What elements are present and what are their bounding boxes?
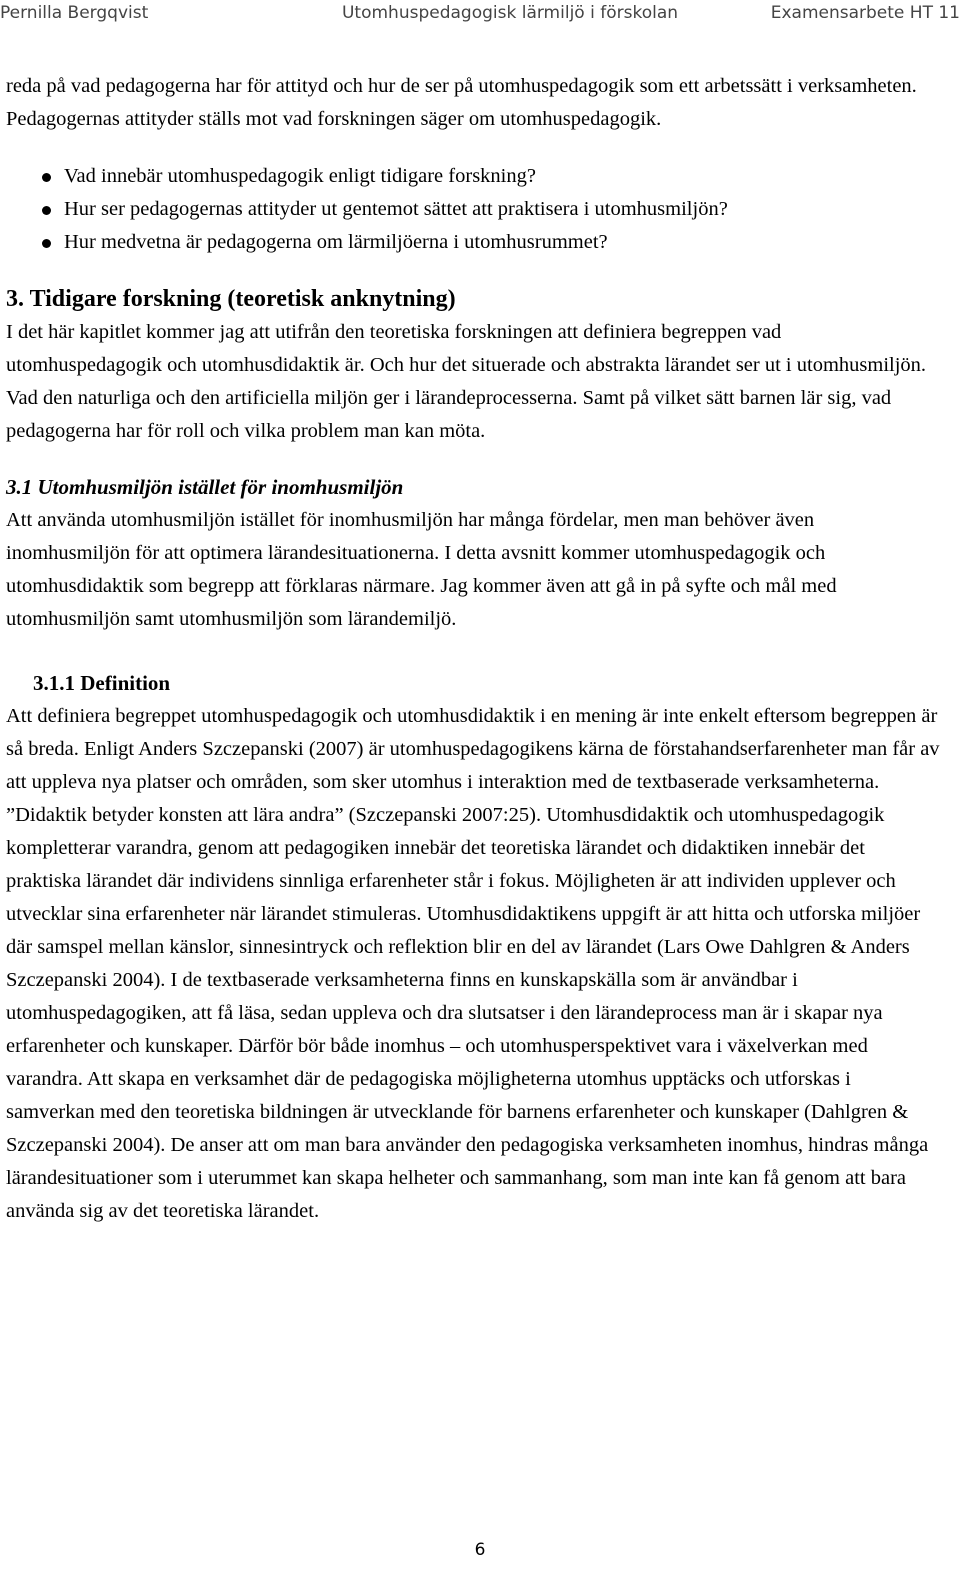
document-body bbox=[6, 70, 941, 1228]
section-3-1-paragraph: Att använda utomhusmiljön istället för inomhusmiljön har många fördelar, men man behöver även inomhusmiljön för att optimera lärandesituationerna. I detta avsnitt kommer utomhuspedagogik och utomhusdidaktik som begrepp att förklaras närmare. Jag kommer även att gå in på syfte och mål med utomhusmiljön samt utomhusmiljön som lärandemiljö. bbox=[6, 509, 837, 630]
header-course: Examensarbete HT 11 bbox=[770, 3, 960, 23]
bullet-icon bbox=[42, 239, 51, 248]
section-3-1-heading: 3.1 Utomhusmiljön istället för inomhusmiljön bbox=[6, 475, 404, 499]
research-questions-list bbox=[6, 160, 941, 259]
list-item bbox=[42, 193, 941, 226]
section-3-heading: 3. Tidigare forskning (teoretisk anknytning) bbox=[6, 286, 456, 312]
question-text: Hur medvetna är pedagogerna om lärmiljöerna i utomhusrummet? bbox=[64, 231, 608, 253]
question-text: Vad innebär utomhuspedagogik enligt tidigare forskning? bbox=[64, 165, 536, 187]
bullet-icon bbox=[42, 206, 51, 215]
question-text: Hur ser pedagogernas attityder ut gentemot sättet att praktisera i utomhusmiljön? bbox=[64, 198, 728, 220]
page-number: 6 bbox=[474, 1540, 486, 1560]
list-item bbox=[42, 160, 941, 193]
header-title: Utomhuspedagogisk lärmiljö i förskolan bbox=[341, 3, 679, 23]
header-author: Pernilla Bergqvist bbox=[0, 3, 149, 23]
section-3-1-1-heading: 3.1.1 Definition bbox=[33, 671, 171, 695]
section-3-1-1-paragraph: Att definiera begreppet utomhuspedagogik och utomhusdidaktik i en mening är inte enkelt eftersom begreppen är så breda. Enligt Anders Szczepanski (2007) är utomhuspedagogikens kärna de förstahandserfarenheter man får av att uppleva nya platser och områden, som sker utomhus i interaktion med de textbaserade verksamheterna. ”Didaktik betyder konsten att lära andra” (Szczepanski 2007:25). Utomhusdidaktik och utomhuspedagogik kompletterar varandra, genom att pedagogiken innebär det teoretiska lärandet och didaktiken innebär det praktiska lärandet där individens sinnliga erfarenheter står i fokus. Möjligheten är att individen upplever och utvecklar sina erfarenheter när lärandet stimuleras. Utomhusdidaktikens uppgift är att hitta och utforska miljöer där samspel mellan känslor, sinnesintryck och reflektion blir en del av lärandet (Lars Owe Dahlgren & Anders Szczepanski 2004). I de textbaserade verksamheterna finns en kunskapskälla som är användbar i utomhuspedagogiken, att få läsa, sedan uppleva och dra slutsatser i den lärandeprocess man är i skapar nya erfarenheter och kunskaper. Därför bör både inomhus – och utomhusperspektivet vara i växelverkan med varandra. Att skapa en verksamhet där de pedagogiska möjligheterna utomhus upptäcks och utforskas i samverkan med den teoretiska bildningen är utvecklande för barnens erfarenheter och kunskaper (Dahlgren & Szczepanski 2004). De anser att om man bara använder den pedagogiska verksamheten inomhus, hindras många lärandesituationer som i uterummet kan skapa helheter och sammanhang, som man inte kan få genom att bara använda sig av det teoretiska lärandet. bbox=[6, 705, 940, 1222]
page-header bbox=[0, 0, 960, 40]
list-item bbox=[42, 226, 941, 259]
bullet-icon bbox=[42, 173, 51, 182]
intro-paragraph: reda på vad pedagogerna har för attityd och hur de ser på utomhuspedagogik som ett arbetssätt i verksamheten. Pedagogernas attityder ställs mot vad forskningen säger om utomhuspedagogik. bbox=[6, 75, 917, 130]
section-3-paragraph: I det här kapitlet kommer jag att utifrån den teoretiska forskningen att definiera begreppen vad utomhuspedagogik och utomhusdidaktik är. Och hur det situerade och abstrakta lärandet ser ut i utomhusmiljön. Vad den naturliga och den artificiella miljön ger i lärandeprocesserna. Samt på vilket sätt barnen lär sig, vad pedagogerna har för roll och vilka problem man kan möta. bbox=[6, 321, 927, 442]
